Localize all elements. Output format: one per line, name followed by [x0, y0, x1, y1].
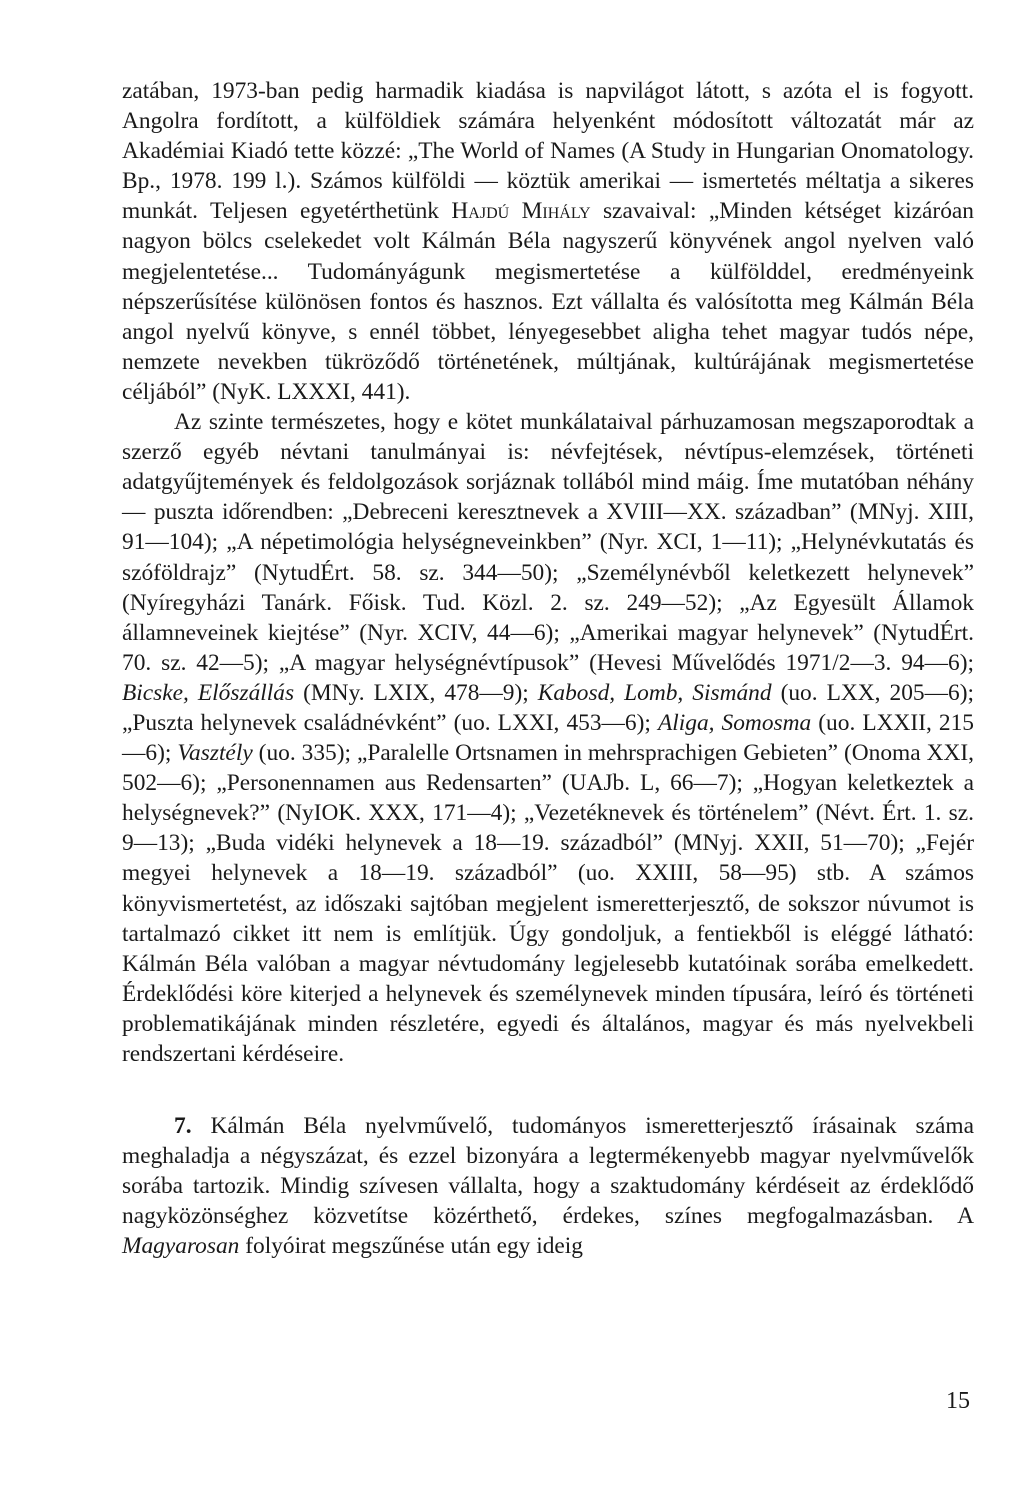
text-run: folyóirat megszűnése után egy ideig [239, 1233, 583, 1260]
text-run: (MNy. LXIX, 478—9); [294, 679, 538, 706]
body-text [122, 76, 974, 1262]
text-run: Az szinte természetes, hogy e kötet munkálataival párhuzamosan megszaporodtak a szerző egyéb névtani tanulmányai is: névfejtések, névtípus-elemzések, történeti adatgyűjtemények és feldolgozások sorjáznak tollából mind máig. Íme mutatóban néhány — puszta időrendben: „Debreceni keresztnevek a XVIII—XX. században” (MNyj. XIII, 91—104); „A népetimológia helységneveinkben” (Nyr. XCI, 1—11); „Helynévkutatás és szóföldrajz” (NytudÉrt. 58. sz. 344—50); „Személynévből keletkezett helynevek” (Nyíregyházi Tanárk. Főisk. Tud. Közl. 2. sz. 249—52); „Az Egyesült Államok államneveinek kiejtése” (Nyr. XCIV, 44—6); „Amerikai magyar helynevek” (NytudÉrt. 70. sz. 42—5); „A magyar helységnévtípusok” (Hevesi Művelődés 1971/2—3. 94—6); [122, 409, 974, 676]
page-number: 15 [946, 1388, 970, 1414]
italic-title: Magyarosan [122, 1233, 240, 1260]
text-run: (uo. 335); „Paralelle Ortsnamen in mehrsprachigen Gebieten” (Onoma XXI, 502—6); „Personennamen aus Redensarten” (UAJb. L, 66—7); „Hogyan keletkeztek a helységnevek?” (NyIOK. XXX, 171—4); „Vezetéknevek és történelem” (Névt. Ért. 1. sz. 9—13); „Buda vidéki helynevek a 18—19. századból” (MNyj. XXII, 51—70); „Fejér megyei helynevek a 18—19. századból” (uo. XXIII, 58—95) stb. A számos könyvismertetést, az időszaki sajtóban megjelent ismeretterjesztő, de sokszor núvumot is tartalmazó cikket itt nem is említjük. Úgy gondoljuk, a fentiekből is eléggé látható: Kálmán Béla valóban a magyar névtudomány legjelesebb kutatóinak sorába emelkedett. Érdeklődési köre kiterjed a helynevek és személynevek minden típusára, leíró és történeti problematikájának minden részletére, egyedi és általános, magyar és más nyelvekbeli rendszertani kérdéseire. [122, 740, 974, 1067]
text-run: (uo. LXX, 205—6); „Puszta helynevek családnévként” (uo. LXXI, 453—6); [122, 679, 974, 736]
italic-title: Bicske, Előszállás [122, 679, 295, 706]
paragraph-1 [122, 76, 974, 407]
italic-title: Vasztély [177, 740, 253, 767]
author-name: Hajdú Mihály [451, 198, 591, 225]
paragraph-3-section-7 [122, 1111, 974, 1261]
italic-title: Aliga, Somosma [657, 709, 812, 736]
paragraph-2 [122, 407, 974, 1069]
section-number: 7. [174, 1113, 192, 1140]
italic-title: Kabosd, Lomb, Sismánd [537, 679, 772, 706]
text-run: (uo. LXXII, 215—6); [122, 709, 974, 767]
text-run: szavaival: „Minden kétséget kizáróan nagyon bölcs cselekedet volt Kálmán Béla nagyszerű könyvének angol nyelven való megjelentetése... Tudományágunk megismertetése a külfölddel, eredményeink népszerűsítése különösen fontos és hasznos. Ezt vállalta és valósította meg Kálmán Béla angol nyelvű könyve, s ennél többet, lényegesebbet aligha tehet magyar tudós népe, nemzete nevekben tükröződő történetének, múltjának, kultúrájának megismertetése céljából” (NyK. LXXXI, 441). [122, 198, 974, 405]
text-run: zatában, 1973-ban pedig harmadik kiadása is napvilágot látott, s azóta el is fogyott. Angolra fordított, a külföldiek számára helyenként módosított változatát már az Akadémiai Kiadó tette közzé: „The World of Names (A Study in Hungarian Onomatology. Bp., 1978. 199 l.). Számos külföldi — köztük amerikai — ismertetés méltatja a sikeres munkát. Teljesen egyetérthetünk [122, 78, 974, 225]
text-run: Kálmán Béla nyelvművelő, tudományos ismeretterjesztő írásainak száma meghaladja a négyszázat, és ezzel bizonyára a legtermékenyebb magyar nyelvművelők sorába tartozik. Mindig szívesen vállalta, hogy a szaktudomány kérdéseit az érdeklődő nagyközönséghez közvetítse közérthető, érdekes, színes megfogalmazásban. A [122, 1113, 974, 1230]
